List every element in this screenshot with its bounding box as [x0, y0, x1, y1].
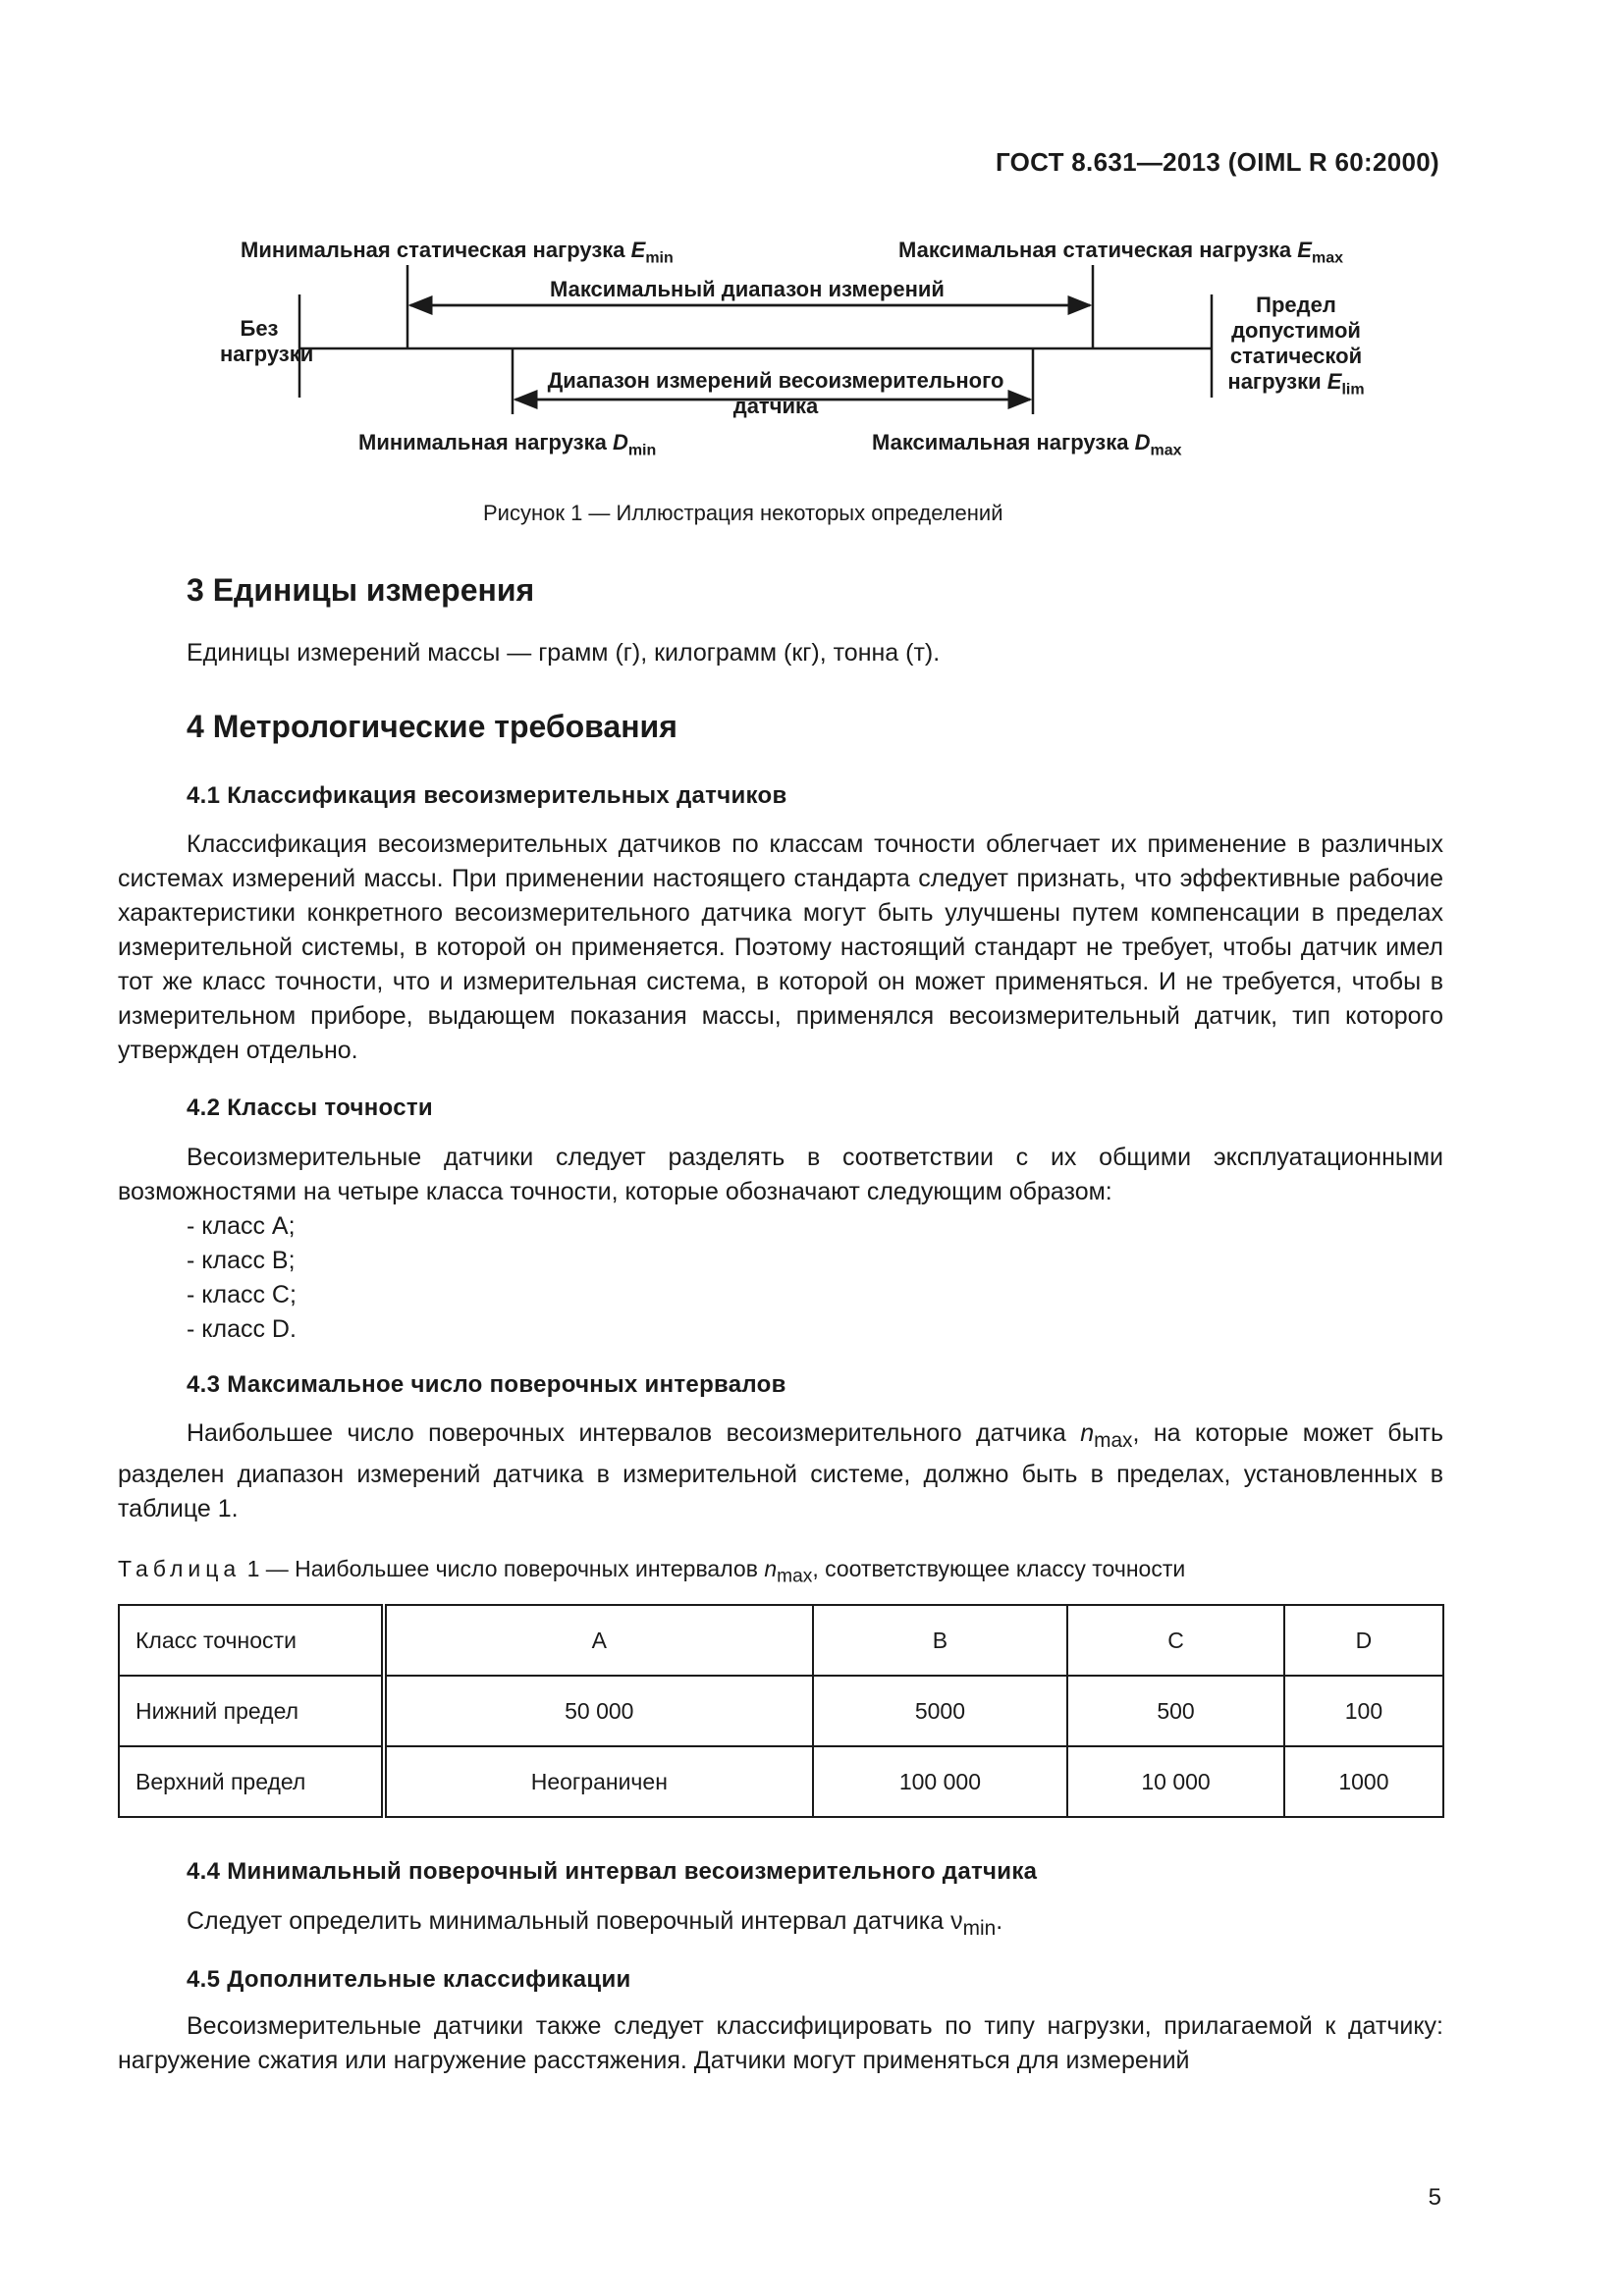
- e-min-label: Минимальная статическая нагрузка $E_{min}$: [241, 238, 674, 267]
- table-cell: Верхний предел: [119, 1746, 384, 1817]
- section-4-5-heading: 4.5 Дополнительные классификации: [187, 1966, 631, 1993]
- d-max-label: Максимальная нагрузка $D_{max}$: [872, 430, 1182, 459]
- section-4-heading: 4 Метрологические требования: [187, 709, 677, 744]
- figure-1-diagram: [167, 226, 1394, 471]
- table-row: [119, 1676, 1443, 1746]
- table-cell: 500: [1067, 1676, 1284, 1746]
- table-1: [118, 1604, 1444, 1818]
- page-number: 5: [1428, 2184, 1441, 2211]
- table-cell: 50 000: [384, 1676, 813, 1746]
- section-3-heading: 3 Единицы измерения: [187, 572, 535, 608]
- list-item: - класс С;: [187, 1281, 297, 1308]
- section-4-4-text: Следует определить минимальный поверочный интервал датчика $\nu_{min}$.: [187, 1907, 1003, 1940]
- section-4-4-heading: 4.4 Минимальный поверочный интервал весоизмерительного датчика: [187, 1858, 1038, 1885]
- table-1-caption: Таблица 1 — Наибольшее число поверочных интервалов $n_{max}$, соответствующее классу точности: [118, 1556, 1186, 1587]
- figure-caption: Рисунок 1 — Иллюстрация некоторых определений: [483, 501, 1003, 525]
- accuracy-class-list: [187, 1209, 297, 1347]
- section-4-3-text: Наибольшее число поверочных интервалов весоизмерительного датчика $n_{max}$, на которые может быть разделен диапазон измерений датчика в измерительной системе, должно быть в пределах, установленных в таблице 1.: [118, 1419, 1444, 1522]
- section-4-3-heading: 4.3 Максимальное число поверочных интервалов: [187, 1371, 786, 1398]
- table-cell: D: [1284, 1605, 1443, 1676]
- section-4-1-heading: 4.1 Классификация весоизмерительных датчиков: [187, 782, 787, 809]
- section-3-text: Единицы измерений массы — грамм (г), килограмм (кг), тонна (т).: [187, 639, 941, 667]
- table-row: [119, 1746, 1443, 1817]
- e-lim-label: Предел допустимой статической нагрузки $E_{lim}$: [1227, 293, 1365, 399]
- d-min-label: Минимальная нагрузка $D_{min}$: [358, 430, 657, 459]
- document-header: ГОСТ 8.631—2013 (OIML R 60:2000): [995, 147, 1439, 177]
- list-item: - класс В;: [187, 1247, 296, 1274]
- table-row: [119, 1605, 1443, 1676]
- list-item: - класс D.: [187, 1315, 297, 1343]
- table-cell: В: [813, 1605, 1068, 1676]
- list-item: - класс А;: [187, 1212, 296, 1240]
- table-cell: 100 000: [813, 1746, 1068, 1817]
- no-load-label: Без нагрузки: [220, 316, 314, 366]
- section-4-5-text: Весоизмерительные датчики также следует классифицировать по типу нагрузки, прилагаемой к датчику: нагружение сжатия или нагружение расстяжения. Датчики могут применяться для измерений: [118, 2012, 1443, 2074]
- table-cell: 5000: [813, 1676, 1068, 1746]
- section-4-1-text: Классификация весоизмерительных датчиков по классам точности облегчает их применение в различных системах измерений массы. При применении настоящего стандарта следует признать, что эффективные рабочие характеристики конкретного весоизмерительного датчика могут быть улучшены путем компенсации в пределах измерительной системы, в которой он применяется. Поэтому настоящий стандарт не требует, чтобы датчик имел тот же класс точности, что и измерительная система, в которой он может применяться. И не требуется, чтобы в измерительном приборе, выдающем показания массы, применялся весоизмерительный датчик, тип которого утвержден отдельно.: [118, 830, 1443, 1064]
- section-4-2-text: Весоизмерительные датчики следует разделять в соответствии с их общими эксплуатационными возможностями на четыре класса точности, которые обозначают следующим образом:: [118, 1144, 1443, 1205]
- table-cell: 10 000: [1067, 1746, 1284, 1817]
- section-4-2-heading: 4.2 Классы точности: [187, 1095, 433, 1121]
- cell-range-label: Диапазон измерений весоизмерительного датчика: [547, 368, 1004, 418]
- table-cell: Неограничен: [384, 1746, 813, 1817]
- e-max-label: Максимальная статическая нагрузка $E_{max}$: [898, 238, 1343, 267]
- table-cell: 1000: [1284, 1746, 1443, 1817]
- table-cell: Нижний предел: [119, 1676, 384, 1746]
- max-range-label: Максимальный диапазон измерений: [550, 277, 945, 301]
- table-cell: 100: [1284, 1676, 1443, 1746]
- table-cell: Класс точности: [119, 1605, 384, 1676]
- table-cell: С: [1067, 1605, 1284, 1676]
- table-cell: А: [384, 1605, 813, 1676]
